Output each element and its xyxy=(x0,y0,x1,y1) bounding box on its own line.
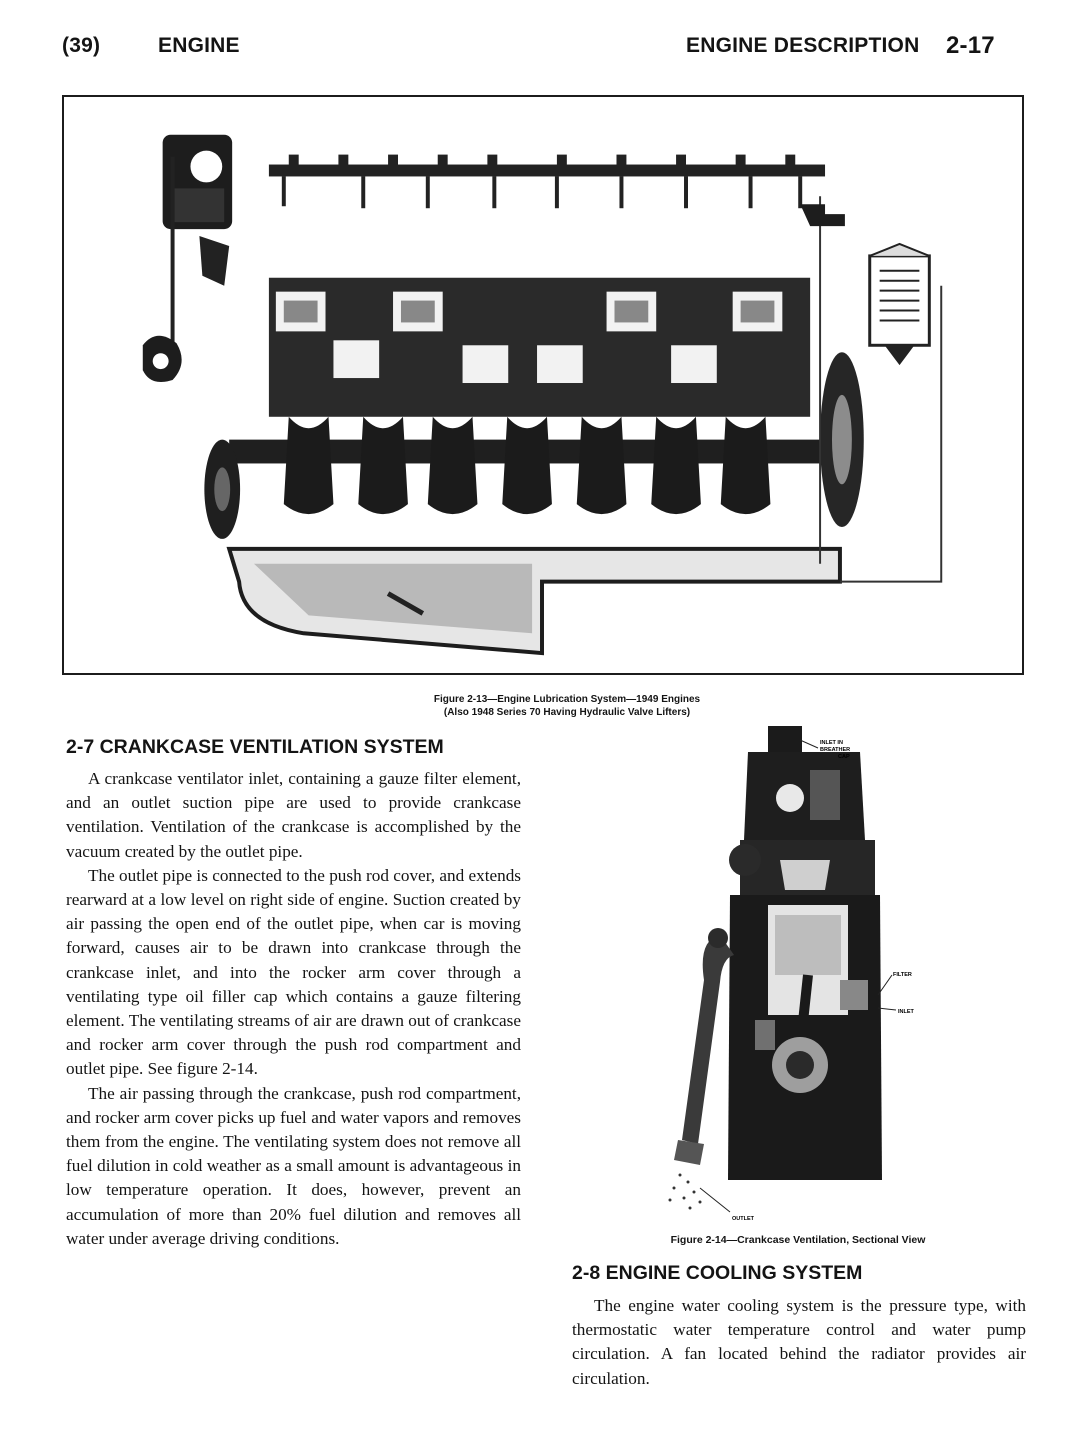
chapter-title: ENGINE DESCRIPTION xyxy=(686,34,920,57)
figure-crankcase-ventilation xyxy=(660,720,930,1225)
page-number: 2-17 xyxy=(946,32,995,59)
section-title: ENGINE xyxy=(158,34,240,57)
paragraph: The engine water cooling system is the pressure type, with thermostatic water temperature control and water pump circulation. A fan located behind the radiator provides air circulation. xyxy=(572,1296,1026,1388)
section-2-8-body xyxy=(572,1294,1026,1391)
figure-13-caption xyxy=(62,693,1066,719)
label-breather: BREATHER xyxy=(820,747,851,753)
figure-engine-lubrication xyxy=(62,95,1024,675)
figure-13-caption-line-1: Figure 2-13—Engine Lubrication System—1949 Engines xyxy=(433,694,701,705)
section-2-7-body xyxy=(66,767,521,1251)
section-2-7-heading: 2-7 CRANKCASE VENTILATION SYSTEM xyxy=(66,736,444,758)
paragraph: The outlet pipe is connected to the push rod cover, and extends rearward at a low level on right side of engine. Suction created by air passing the open end of the outlet pipe, when car is moving forward, causes air to be drawn into crankcase through the crankcase inlet, and into the rocker arm cover through a ventilating type oil filler cap which contains a gauze filtering element. The ventilating streams of air are drawn out of crankcase and rocker arm cover through the push rod compartment and outlet pipe. See figure 2-14. xyxy=(66,865,521,1079)
figure-13-caption-line-2: (Also 1948 Series 70 Having Hydraulic Valve Lifters) xyxy=(443,707,691,718)
label-filter: FILTER xyxy=(893,972,912,978)
label-outlet: OUTLET xyxy=(732,1216,754,1222)
label-cap: CAP xyxy=(838,754,850,760)
engine-lubrication-illustration xyxy=(64,97,1022,673)
figure-14-caption: Figure 2-14—Crankcase Ventilation, Sectional View xyxy=(670,1234,926,1246)
label-inlet-in: INLET IN xyxy=(820,740,843,746)
paragraph: A crankcase ventilator inlet, containing a gauze filter element, and an outlet suction pipe are used to provide crankcase ventilation. Ventilation of the crankcase is accomplished by the vacuum created by the outlet pipe. xyxy=(66,769,521,861)
page-ref: (39) xyxy=(62,34,101,57)
label-inlet: INLET xyxy=(898,1009,914,1015)
section-2-8-heading: 2-8 ENGINE COOLING SYSTEM xyxy=(572,1262,863,1284)
crankcase-ventilation-illustration xyxy=(660,720,930,1225)
paragraph: The air passing through the crankcase, push rod compartment, and rocker arm cover picks up fuel and water vapors and removes them from the engine. The ventilating system does not remove all fuel dilution in cold weather as a small amount is advantageous in low temperature operation. It does, however, prevent an accumulation of more than 20% fuel dilution and removes all water under average driving conditions. xyxy=(66,1083,521,1248)
